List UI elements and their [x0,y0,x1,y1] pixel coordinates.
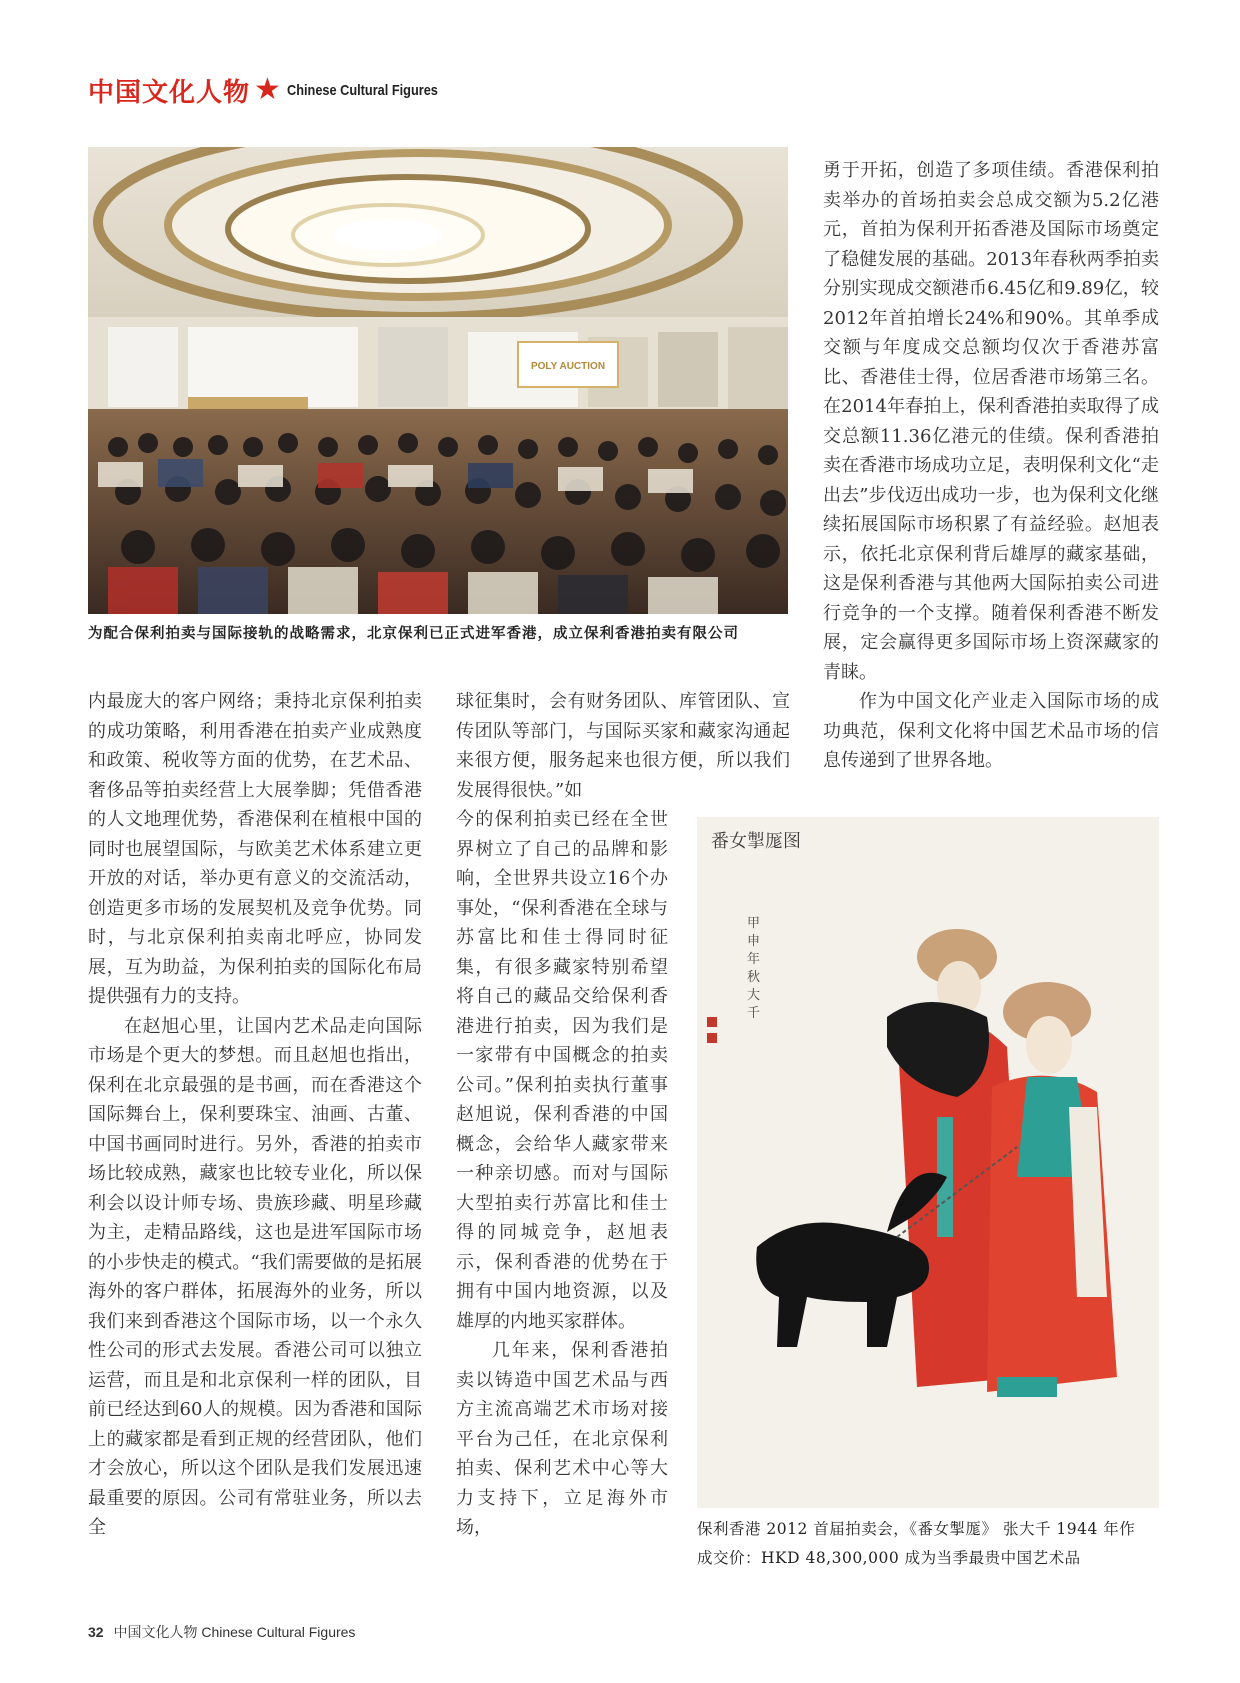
paragraph: 作为中国文化产业走入国际市场的成功典范，保利文化将中国艺术品市场的信息传递到了世界各地。 [823,691,1159,771]
page-footer [88,1622,355,1642]
painting-inscription: 番女掣厖图 [711,831,801,852]
painting-image [697,817,1159,1508]
auction-banner-text: POLY AUCTION [530,361,606,372]
paragraph: 内最庞大的客户网络；秉持北京保利拍卖的成功策略，利用香港在拍卖产业成熟度和政策、税收等方面的优势，在艺术品、奢侈品等拍卖经营上大展拳脚；凭借香港的人文地理优势，香港保利在植根中国的同时也展望国际，与欧美艺术体系建立更开放的对话，举办更有意义的交流活动，创造更多市场的发展契机及竞争优势。同时，与北京保利拍卖南北呼应，协同发展，互为助益，为保利拍卖的国际化布局提供强有力的支持。 [88,691,422,1007]
painting-caption [697,1515,1177,1573]
auction-hall-photo [88,147,788,614]
magazine-title-en: Chinese Cultural Figures [286,81,438,99]
paragraph: 几年来，保利香港拍卖以铸造中国艺术品与西方主流高端艺术市场对接平台为己任，在北京保利拍卖、保利艺术中心等大力支持下，立足海外市场， [456,1340,668,1538]
painting-caption-line2: 成交价：HKD 48,300,000 成为当季最贵中国艺术品 [697,1549,1081,1567]
star-icon: ★ [254,72,281,107]
paragraph: 球征集时，会有财务团队、库管团队、宣传团队等部门，与国际买家和藏家沟通起来很方便，服务起来也很方便，所以我们发展得很快。”如 [456,691,790,801]
svg-text:大: 大 [747,988,761,1003]
svg-text:年: 年 [747,952,761,967]
article-column-1 [88,687,422,1543]
article-column-3 [823,156,1159,776]
svg-text:申: 申 [747,934,761,949]
page-number: 32 [88,1624,104,1640]
paragraph: 在赵旭心里，让国内艺术品走向国际市场是个更大的梦想。而且赵旭也指出，保利在北京最强的是书画，而在香港这个国际舞台上，保利要珠宝、油画、古董、中国书画同时进行。另外，香港的拍卖市场比较成熟，藏家也比较专业化，所以保利会以设计师专场、贵族珍藏、明星珍藏为主，走精品路线，这也是进军国际市场的小步快走的模式。“我们需要做的是拓展海外的客户群体，拓展海外的业务，所以我们来到香港这个国际市场，以一个永久性公司的形式去发展。香港公司可以独立运营，而且是和北京保利一样的团队，目前已经达到60人的规模。因为香港和国际上的藏家都是看到正规的经营团队，他们才会放心，所以这个团队是我们发展迅速最重要的原因。公司有常驻业务，所以去全 [88,1015,422,1538]
footer-magazine-name: 中国文化人物 Chinese Cultural Figures [113,1624,356,1640]
auction-hall-illustration [88,147,788,614]
masthead [88,70,464,110]
painting-illustration [697,817,1159,1508]
svg-text:甲: 甲 [747,916,761,931]
svg-text:千: 千 [747,1006,761,1021]
magazine-title-cn: 中国文化人物 [88,77,251,108]
photo-caption: 为配合保利拍卖与国际接轨的战略需求，北京保利已正式进军香港，成立保利香港拍卖有限公司 [88,625,739,642]
paragraph: 今的保利拍卖已经在全世界树立了自己的品牌和影响，全世界共设立16个办事处，“保利香港在全球与苏富比和佳士得同时征集，有很多藏家特别希望将自己的藏品交给保利香港进行拍卖，因为我们是一家带有中国概念的拍卖公司。”保利拍卖执行董事赵旭说，保利香港的中国概念，会给华人藏家带来一种亲切感。而对与国际大型拍卖行苏富比和佳士得的同城竞争，赵旭表示，保利香港的优势在于拥有中国内地资源，以及雄厚的内地买家群体。 [456,809,668,1332]
svg-text:秋: 秋 [747,970,761,985]
painting-caption-line1: 保利香港 2012 首届拍卖会，《番女掣厖》 张大千 1944 年作 [697,1520,1136,1538]
paragraph: 勇于开拓，创造了多项佳绩。香港保利拍卖举办的首场拍卖会总成交额为5.2亿港元，首拍为保利开拓香港及国际市场奠定了稳健发展的基础。2013年春秋两季拍卖分别实现成交额港币6.45亿和9.89亿，较2012年首拍增长24%和90%。其单季成交额与年度成交总额均仅次于香港苏富比、香港佳士得，位居香港市场第三名。在2014年春拍上，保利香港拍卖取得了成交总额11.36亿港元的佳绩。保利香港拍卖在香港市场成功立足，表明保利文化“走出去”步伐迈出成功一步，也为保利文化继续拓展国际市场积累了有益经验。赵旭表示，依托北京保利背后雄厚的藏家基础，这是保利香港与其他两大国际拍卖公司进行竞争的一个支撑。随着保利香港不断发展，定会赢得更多国际市场上资深藏家的青睐。 [823,160,1159,683]
